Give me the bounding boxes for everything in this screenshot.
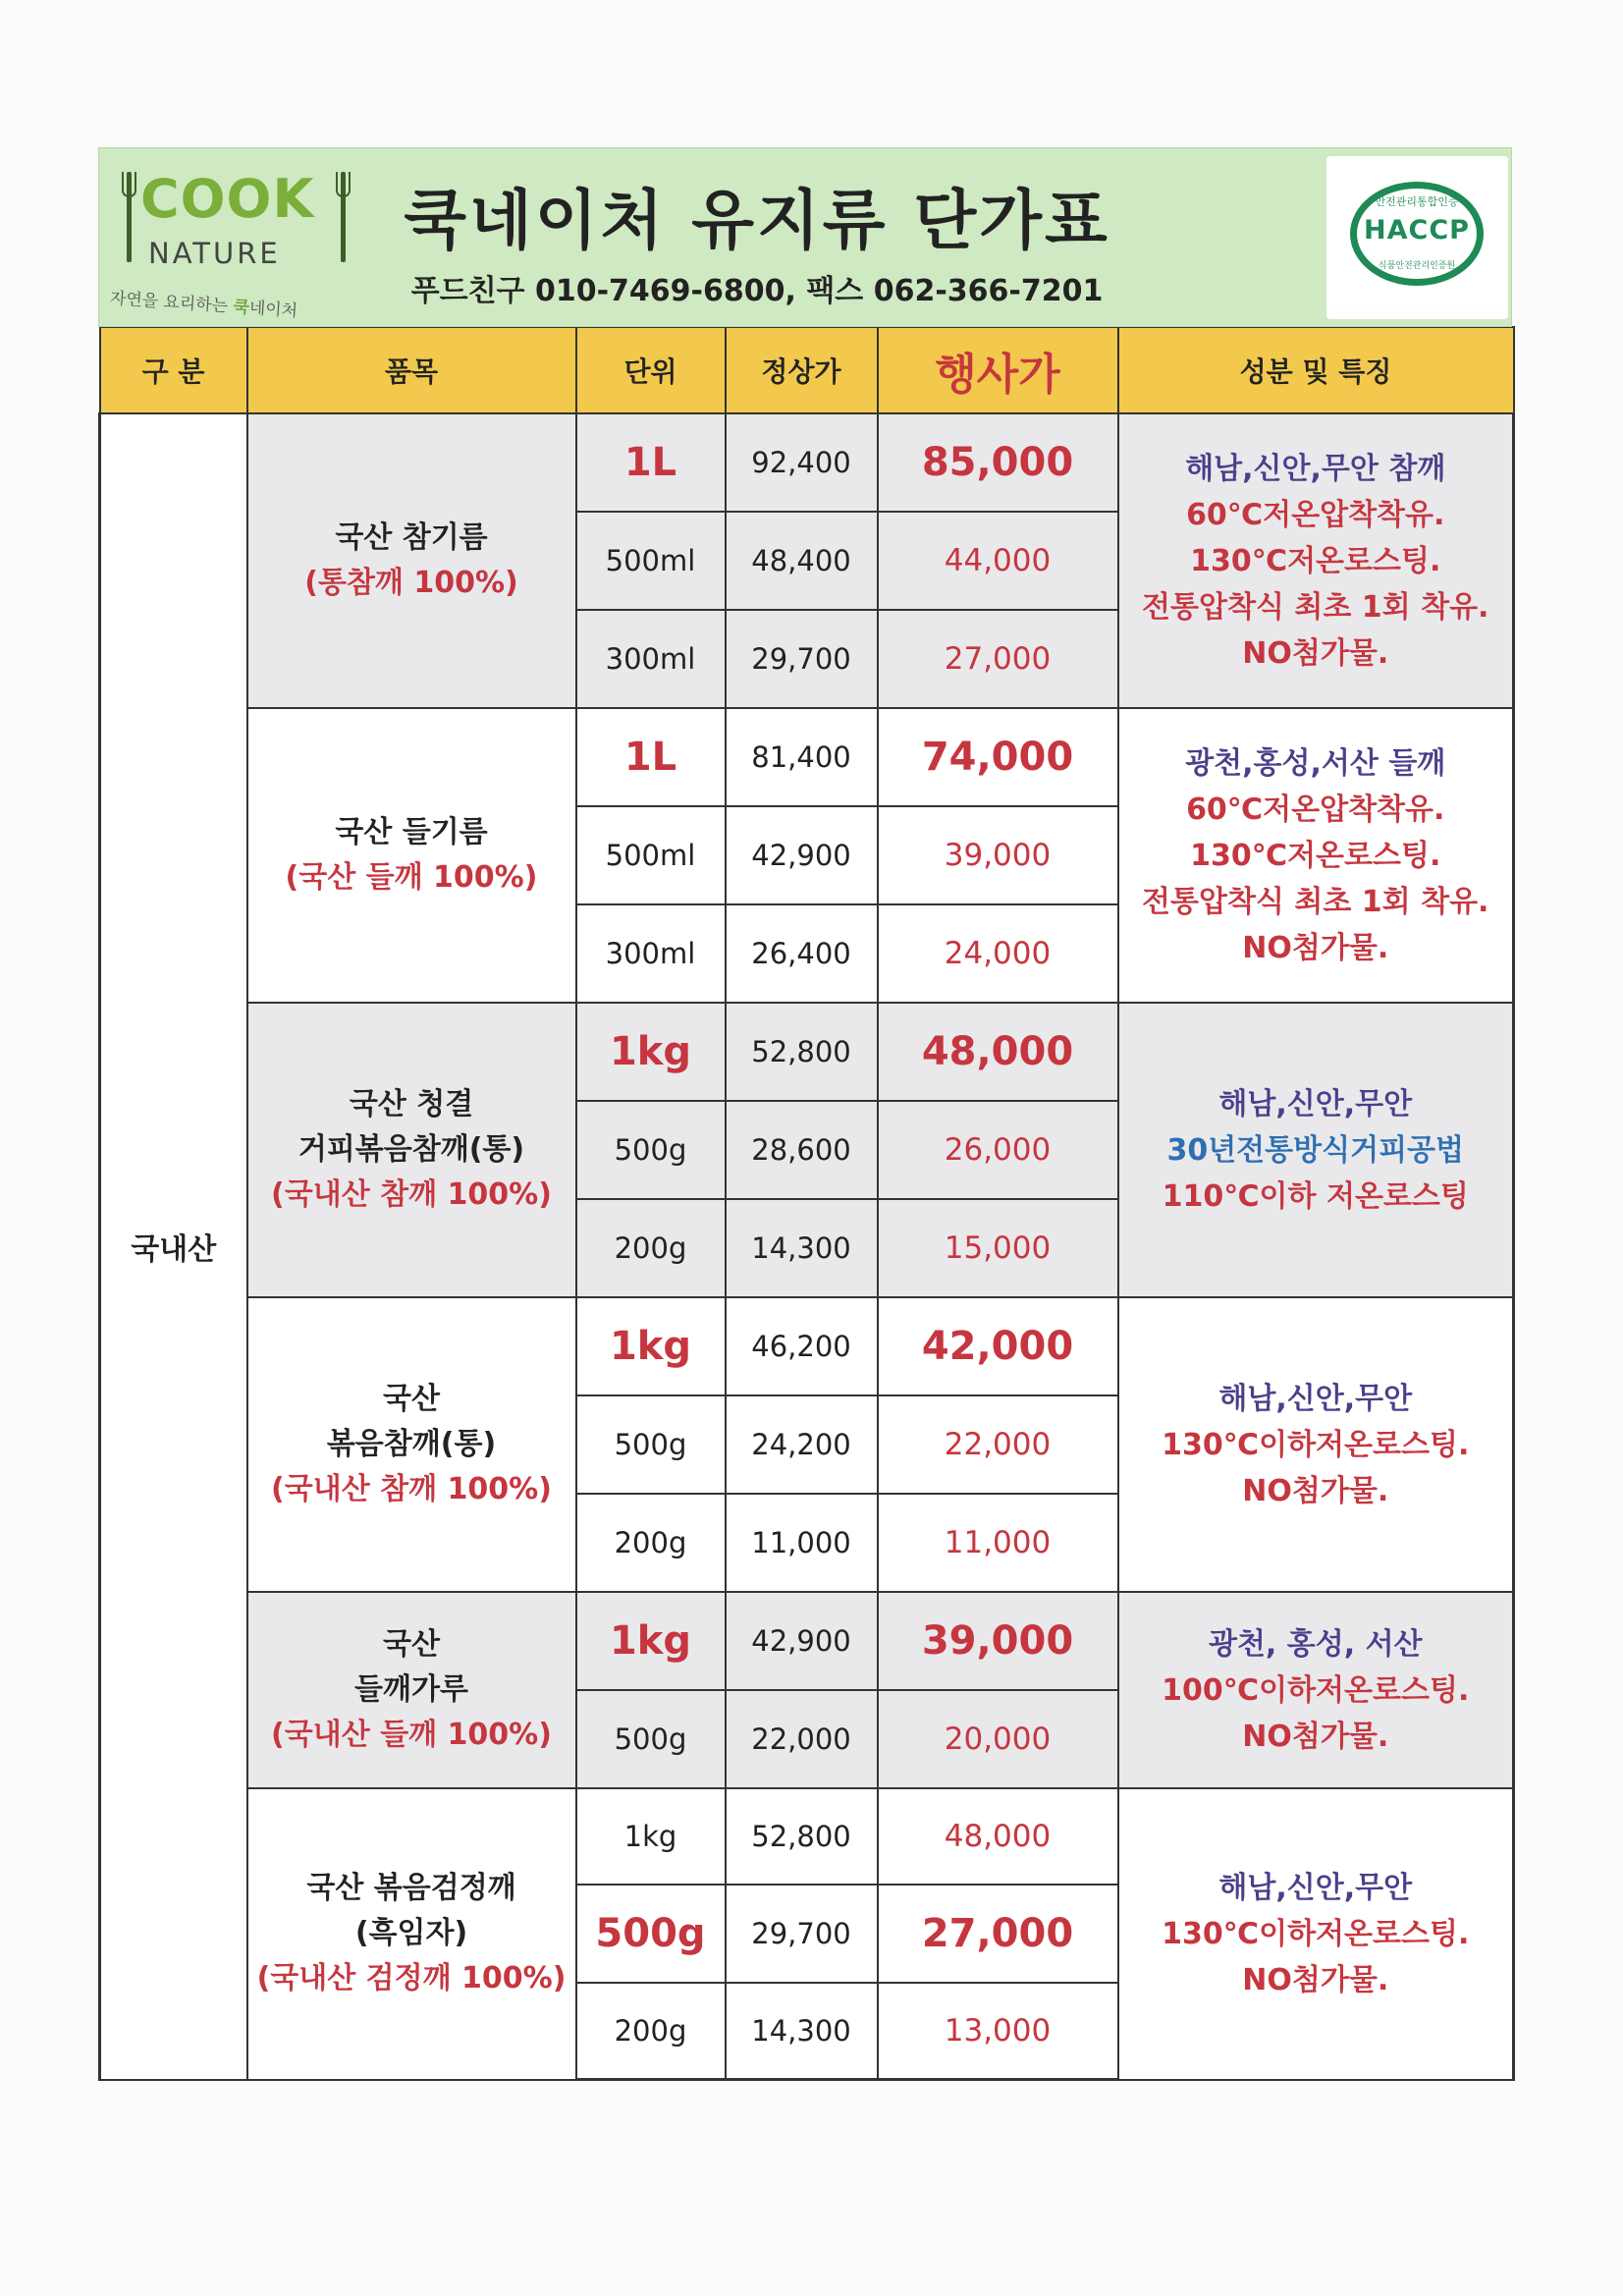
haccp-top-text: 안전관리통합인증 [1375,195,1459,208]
regular-price-cell: 29,700 [726,610,878,708]
feature-line: 130℃이하저온로스팅. [1162,1916,1470,1951]
product-cell [247,1788,576,2080]
col-header-features: 성분 및 특징 [1118,327,1514,413]
product-origin: (국내산 참깨 100%) [271,1177,552,1212]
table-row [100,1592,1514,1690]
unit-cell: 1kg [576,1297,726,1395]
product-cell [247,1592,576,1788]
event-price-cell: 85,000 [878,413,1118,512]
regular-price-cell: 14,300 [726,1199,878,1297]
unit-cell: 500ml [576,806,726,904]
feature-line: 전통압착식 최초 1회 착유. [1142,884,1489,919]
event-price-cell: 13,000 [878,1983,1118,2080]
col-header-unit: 단위 [576,327,726,413]
regular-price-cell: 26,400 [726,904,878,1003]
regular-price-cell: 24,200 [726,1395,878,1494]
unit-cell: 500ml [576,512,726,610]
fork-icon [127,172,132,262]
unit-cell: 200g [576,1983,726,2080]
feature-line: NO첨가물. [1242,930,1389,965]
unit-cell: 500g [576,1395,726,1494]
features-cell [1118,1788,1514,2080]
regular-price-cell: 81,400 [726,708,878,806]
product-origin: (국내산 참깨 100%) [271,1472,552,1506]
features-cell [1118,1592,1514,1788]
contact-info: 푸드친구 010-7469-6800, 팩스 062-366-7201 [410,274,1104,308]
feature-line: NO첨가물. [1242,635,1389,671]
feature-line: NO첨가물. [1242,1962,1389,1997]
features-cell [1118,708,1514,1003]
regular-price-cell: 29,700 [726,1885,878,1983]
table-row [100,413,1514,512]
unit-cell: 500g [576,1101,726,1199]
event-price-cell: 11,000 [878,1494,1118,1592]
regular-price-cell: 22,000 [726,1690,878,1788]
feature-line: 100℃이하저온로스팅. [1162,1672,1470,1708]
fork-icon [341,172,346,262]
feature-line: 60℃저온압착착유. [1186,792,1445,827]
price-sheet [98,147,1512,2081]
haccp-label: HACCP [1364,215,1470,246]
table-row [100,1788,1514,1885]
product-name-line: 거피볶음참깨(통) [298,1132,525,1167]
event-price-cell: 27,000 [878,610,1118,708]
unit-cell: 1kg [576,1592,726,1690]
event-price-cell: 39,000 [878,806,1118,904]
product-origin: (국내산 들깨 100%) [271,1718,552,1752]
product-name-line: 국산 들기름 [335,815,488,849]
product-origin: (통참깨 100%) [304,566,518,600]
regular-price-cell: 14,300 [726,1983,878,2080]
product-origin: (국산 들깨 100%) [285,860,538,895]
feature-line: 130℃저온로스팅. [1190,838,1441,873]
event-price-cell: 20,000 [878,1690,1118,1788]
haccp-badge [1326,156,1508,319]
category-cell: 국내산 [100,413,247,2080]
event-price-cell: 15,000 [878,1199,1118,1297]
regular-price-cell: 42,900 [726,806,878,904]
page-title: 쿡네이처 유지류 단가표 [404,183,1110,258]
feature-line: 130℃이하저온로스팅. [1162,1427,1470,1462]
table-row [100,1297,1514,1395]
feature-line: 60℃저온압착착유. [1186,497,1445,532]
product-origin: (국내산 검정깨 100%) [256,1961,567,1996]
table-header-row [100,327,1514,413]
regular-price-cell: 42,900 [726,1592,878,1690]
feature-line: 110℃이하 저온로스팅 [1162,1178,1469,1214]
event-price-cell: 44,000 [878,512,1118,610]
product-name-line: 국산 참기름 [335,520,488,555]
features-cell [1118,1297,1514,1592]
regular-price-cell: 11,000 [726,1494,878,1592]
event-price-cell: 24,000 [878,904,1118,1003]
unit-cell: 500g [576,1885,726,1983]
regular-price-cell: 52,800 [726,1003,878,1101]
product-name-line: 국산 [383,1382,440,1416]
regular-price-cell: 92,400 [726,413,878,512]
feature-line: NO첨가물. [1242,1473,1389,1508]
table-row [100,708,1514,806]
feature-line: 해남,신안,무안 [1218,1086,1413,1121]
brand-logo [109,166,347,322]
feature-line: NO첨가물. [1242,1719,1389,1754]
col-header-event: 행사가 [878,327,1118,413]
col-header-category: 구 분 [100,327,247,413]
col-header-regular: 정상가 [726,327,878,413]
product-cell [247,708,576,1003]
regular-price-cell: 46,200 [726,1297,878,1395]
feature-line: 130℃저온로스팅. [1190,543,1441,578]
haccp-bottom-text: 식품안전관리인증원 [1378,261,1456,271]
regular-price-cell: 48,400 [726,512,878,610]
feature-line: 해남,신안,무안 [1218,1870,1413,1905]
feature-line: 광천, 홍성, 서산 [1208,1626,1423,1662]
col-header-product: 품목 [247,327,576,413]
product-name-line: 들깨가루 [354,1672,468,1707]
unit-cell: 1kg [576,1788,726,1885]
event-price-cell: 22,000 [878,1395,1118,1494]
feature-line: 30년전통방식거피공법 [1166,1132,1465,1168]
unit-cell: 300ml [576,610,726,708]
feature-line: 광천,홍성,서산 들깨 [1185,745,1446,781]
features-cell [1118,1003,1514,1297]
product-cell [247,1297,576,1592]
unit-cell: 1kg [576,1003,726,1101]
product-name-line: 국산 [383,1627,440,1662]
price-table [98,326,1515,2081]
feature-line: 해남,신안,무안 참깨 [1185,451,1446,486]
features-cell [1118,413,1514,708]
header-banner [98,147,1512,327]
logo-nature-text: NATURE [148,237,281,270]
regular-price-cell: 52,800 [726,1788,878,1885]
event-price-cell: 48,000 [878,1788,1118,1885]
event-price-cell: 26,000 [878,1101,1118,1199]
product-name-line: 볶음참깨(통) [326,1427,497,1461]
event-price-cell: 27,000 [878,1885,1118,1983]
unit-cell: 200g [576,1199,726,1297]
logo-cook-text: COOK [140,168,315,230]
unit-cell: 1L [576,708,726,806]
event-price-cell: 48,000 [878,1003,1118,1101]
event-price-cell: 74,000 [878,708,1118,806]
feature-line: 해남,신안,무안 [1218,1381,1413,1416]
event-price-cell: 42,000 [878,1297,1118,1395]
regular-price-cell: 28,600 [726,1101,878,1199]
product-cell [247,1003,576,1297]
feature-line: 전통압착식 최초 1회 착유. [1142,589,1489,625]
event-price-cell: 39,000 [878,1592,1118,1690]
table-row [100,1003,1514,1101]
unit-cell: 200g [576,1494,726,1592]
unit-cell: 500g [576,1690,726,1788]
product-cell [247,413,576,708]
product-name-line: (흑임자) [354,1916,468,1951]
unit-cell: 1L [576,413,726,512]
logo-slogan: 자연을 요리하는 쿡네이처 [109,288,298,322]
unit-cell: 300ml [576,904,726,1003]
product-name-line: 국산 청결 [349,1087,474,1121]
product-name-line: 국산 볶음검정깨 [306,1871,516,1906]
